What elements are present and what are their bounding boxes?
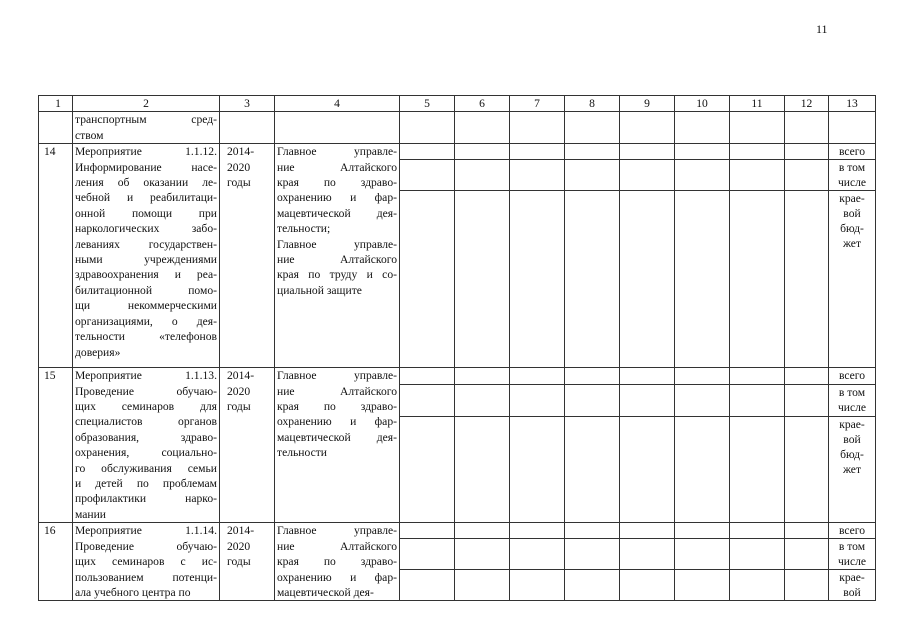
row-number: 15 [39,368,73,523]
empty-cell [785,539,829,570]
event-line: доверия» [75,345,121,359]
empty-cell [220,112,275,144]
column-number: 4 [275,96,400,112]
activity-row [39,368,876,385]
executor-line: циальной защите [277,283,362,297]
period-line: годы [227,176,251,190]
empty-cell [510,191,565,368]
executor-line: Главное управле- [277,145,397,159]
empty-cell [730,160,785,191]
empty-cell [675,368,730,385]
empty-cell [730,523,785,539]
empty-cell [730,417,785,523]
row-number: 14 [39,144,73,368]
empty-cell [510,417,565,523]
row-number: 16 [39,523,73,601]
event-line: Мероприятие 1.1.13. [75,369,217,383]
executor-text [275,144,400,368]
empty-cell [400,368,455,385]
empty-cell [565,417,620,523]
empty-cell [400,417,455,523]
event-line: щих семинаров с ис- [75,555,217,569]
executor-line: края по здраво- [277,400,397,414]
period-line: 2014- [227,145,255,159]
continuation-row [39,112,876,144]
empty-cell [785,368,829,385]
executor-line: края по труду и со- [277,268,397,282]
empty-cell [675,160,730,191]
empty-cell [675,191,730,368]
executor-line: края по здраво- [277,176,397,190]
empty-cell [565,384,620,416]
activity-row [39,144,876,160]
funding-line: вой [843,207,861,221]
event-line: ными учреждениями [75,253,217,267]
column-number: 8 [565,96,620,112]
funding-line: жет [842,237,862,251]
executor-line: охранению и фар- [277,191,397,205]
funding-line: в том [838,385,866,399]
empty-cell [510,112,565,144]
empty-cell [455,191,510,368]
event-line: ления об оказании ле- [75,176,217,190]
funding-including [829,539,876,570]
period-line: годы [227,555,251,569]
event-text [73,523,220,601]
empty-cell [455,539,510,570]
empty-cell [400,191,455,368]
empty-cell [730,112,785,144]
empty-cell [400,112,455,144]
empty-cell [565,160,620,191]
empty-cell [785,191,829,368]
empty-cell [455,417,510,523]
executor-line: ние Алтайского [277,253,397,267]
empty-cell [455,523,510,539]
executor-line: ние Алтайского [277,160,397,174]
funding-line: числе [837,400,867,414]
activity-row [39,523,876,539]
funding-total: всего [829,523,876,539]
event-line: транспортным сред- [75,113,217,127]
empty-cell [620,570,675,601]
empty-cell [785,160,829,191]
funding-line: бюд- [840,222,864,236]
empty-cell [829,112,876,144]
funding-regional [829,417,876,523]
executor-line: Главное управле- [277,369,397,383]
empty-cell [675,570,730,601]
empty-cell [400,144,455,160]
funding-line: числе [837,555,867,569]
funding-line: числе [837,176,867,190]
event-line: леваниях государствен- [75,237,217,251]
column-number: 1 [39,96,73,112]
funding-regional [829,191,876,368]
empty-cell [510,570,565,601]
empty-cell [455,144,510,160]
empty-cell [675,384,730,416]
period-line: 2020 [227,160,251,174]
event-line: специалистов органов [75,415,217,429]
column-number: 2 [73,96,220,112]
empty-cell [730,384,785,416]
event-line: организациями, о дея- [75,314,217,328]
empty-cell [785,112,829,144]
event-line: го обслуживания семьи [75,461,217,475]
column-number: 5 [400,96,455,112]
executor-line: Главное управле- [277,524,397,538]
column-number: 6 [455,96,510,112]
empty-cell [675,523,730,539]
event-line: щи некоммерческими [75,299,217,313]
empty-cell [400,539,455,570]
event-line: Мероприятие 1.1.14. [75,524,217,538]
empty-cell [730,191,785,368]
empty-cell [39,112,73,144]
funding-line: вой [843,586,861,600]
empty-cell [620,160,675,191]
empty-cell [785,570,829,601]
funding-line: бюд- [840,448,864,462]
empty-cell [455,384,510,416]
column-number: 10 [675,96,730,112]
empty-cell [565,112,620,144]
event-line: онной помощи при [75,206,217,220]
period-text [220,368,275,523]
executor-line: мацевтической дея- [277,206,397,220]
funding-line: вой [843,433,861,447]
empty-cell [400,523,455,539]
column-number: 3 [220,96,275,112]
empty-cell [510,160,565,191]
empty-cell [675,417,730,523]
event-line: здравоохранения и реа- [75,268,217,282]
funding-line: в том [838,161,866,175]
event-line: Мероприятие 1.1.12. [75,145,217,159]
column-number: 13 [829,96,876,112]
funding-regional [829,570,876,601]
event-line: и детей по проблемам [75,477,217,491]
executor-line: тельности [277,446,327,460]
empty-cell [565,368,620,385]
event-line: ством [75,128,104,142]
empty-cell [620,384,675,416]
event-line: образования, здраво- [75,430,217,444]
column-number-row [39,96,876,112]
funding-including [829,384,876,416]
event-line: Информирование насе- [75,160,217,174]
executor-line: Главное управле- [277,237,397,251]
empty-cell [785,384,829,416]
empty-cell [620,368,675,385]
event-line: мании [75,507,107,521]
period-line: 2020 [227,539,251,553]
event-line: ала учебного центра по [75,585,191,599]
event-line: чебной и реабилитаци- [75,191,217,205]
empty-cell [730,368,785,385]
column-number: 12 [785,96,829,112]
executor-line: края по здраво- [277,555,397,569]
event-line: Проведение обучаю- [75,539,217,553]
period-line: 2014- [227,369,255,383]
empty-cell [565,191,620,368]
empty-cell [785,523,829,539]
program-activities-table [38,95,876,601]
empty-cell [785,144,829,160]
empty-cell [275,112,400,144]
empty-cell [730,570,785,601]
empty-cell [400,384,455,416]
empty-cell [455,112,510,144]
empty-cell [510,523,565,539]
executor-line: мацевтической дея- [277,585,374,599]
empty-cell [510,144,565,160]
empty-cell [675,144,730,160]
event-line: билитационной помо- [75,283,217,297]
funding-line: жет [842,463,862,477]
event-line: щих семинаров для [75,400,217,414]
event-line: Проведение обучаю- [75,384,217,398]
event-line: охранения, социально- [75,446,217,460]
empty-cell [620,539,675,570]
event-line: наркологических забо- [75,222,217,236]
empty-cell [620,191,675,368]
executor-line: ние Алтайского [277,539,397,553]
empty-cell [675,112,730,144]
executor-line: мацевтической дея- [277,430,397,444]
event-text [73,112,220,144]
executor-text [275,523,400,601]
executor-line: охранению и фар- [277,415,397,429]
funding-total: всего [829,368,876,385]
empty-cell [785,417,829,523]
empty-cell [565,523,620,539]
empty-cell [620,144,675,160]
empty-cell [620,112,675,144]
event-text [73,368,220,523]
executor-line: ние Алтайского [277,384,397,398]
event-line: пользованием потенци- [75,570,217,584]
empty-cell [565,539,620,570]
executor-text [275,368,400,523]
empty-cell [730,144,785,160]
funding-line: в том [838,540,866,554]
empty-cell [510,384,565,416]
empty-cell [510,368,565,385]
empty-cell [400,160,455,191]
empty-cell [620,523,675,539]
empty-cell [455,160,510,191]
executor-line: охранению и фар- [277,570,397,584]
period-line: 2014- [227,524,255,538]
period-text [220,523,275,601]
period-text [220,144,275,368]
executor-line: тельности; [277,222,331,236]
event-line: тельности «телефонов [75,330,217,344]
empty-cell [620,417,675,523]
empty-cell [675,539,730,570]
empty-cell [455,570,510,601]
event-line: профилактики нарко- [75,492,217,506]
event-text [73,144,220,368]
page-number: 11 [816,22,828,36]
empty-cell [510,539,565,570]
empty-cell [565,144,620,160]
period-line: годы [227,400,251,414]
funding-line: крае- [839,192,865,206]
empty-cell [400,570,455,601]
empty-cell [455,368,510,385]
column-number: 9 [620,96,675,112]
column-number: 11 [730,96,785,112]
funding-total: всего [829,144,876,160]
empty-cell [565,570,620,601]
funding-line: крае- [839,418,865,432]
funding-line: крае- [839,571,865,585]
period-line: 2020 [227,384,251,398]
empty-cell [730,539,785,570]
funding-including [829,160,876,191]
column-number: 7 [510,96,565,112]
